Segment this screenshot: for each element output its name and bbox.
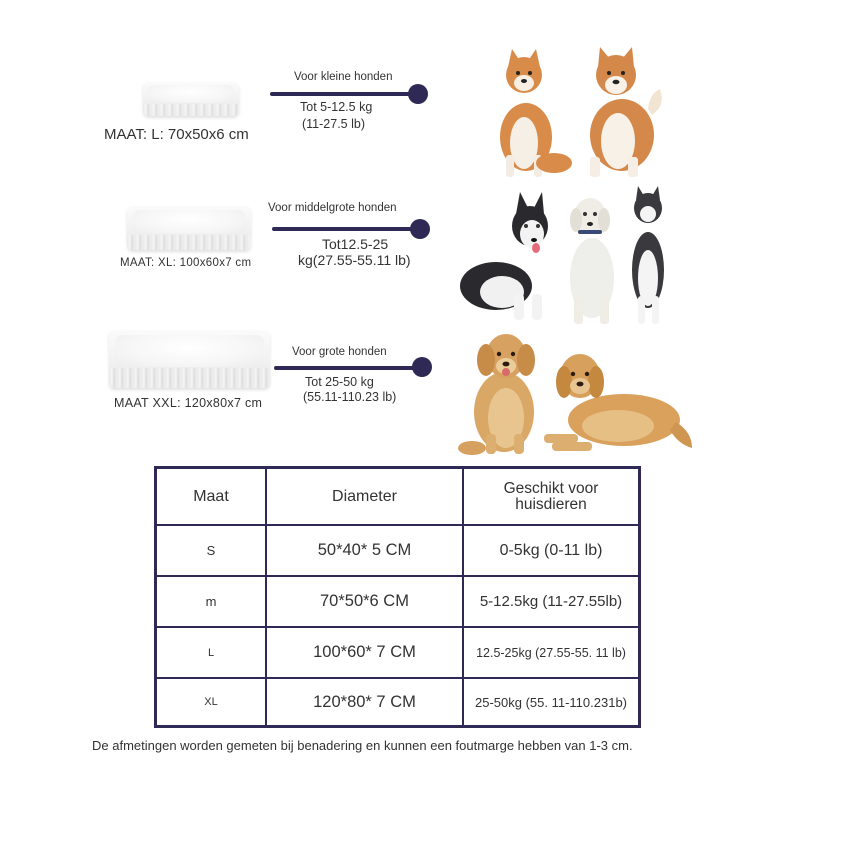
table-cell-pets: 12.5-25kg (27.55-55. 11 lb): [476, 645, 626, 660]
table-cell-size: S: [206, 543, 216, 558]
shiba-inu-image: [494, 45, 666, 180]
size-label-l: MAAT: L: 70x50x6 cm: [104, 126, 249, 143]
table-header-pets-line1: Geschikt voor: [503, 479, 599, 497]
weight-line1-medium: Tot12.5-25: [322, 236, 389, 252]
table-row-s-diameter: [267, 526, 462, 575]
table-row-xl-diameter: [267, 679, 462, 725]
weight-line2-small: (11-27.5 lb): [302, 117, 365, 131]
table-row-m-pets: [464, 577, 638, 626]
mattress-image-xl: [127, 206, 251, 250]
table-row-xl-size: [157, 679, 265, 725]
mattress-image-xxl: [109, 330, 270, 388]
table-row-l-size: [157, 628, 265, 677]
size-table: [154, 466, 641, 728]
for-label-small: Voor kleine honden: [294, 71, 393, 83]
table-header-diameter-label: Diameter: [332, 487, 397, 505]
weight-line2-large: (55.11-110.23 lb): [303, 390, 397, 404]
table-row-l-diameter: [267, 628, 462, 677]
weight-line1-small: Tot 5-12.5 kg: [300, 100, 373, 114]
connector-line-medium: [272, 227, 422, 231]
table-row-xl-pets: [464, 679, 638, 725]
for-label-large: Voor grote honden: [292, 346, 387, 358]
table-header-pets-line2: huisdieren: [515, 495, 587, 513]
table-cell-pets: 25-50kg (55. 11-110.231b): [474, 694, 627, 710]
weight-line1-large: Tot 25-50 kg: [305, 375, 374, 389]
table-cell-diameter: 50*40* 5 CM: [317, 541, 412, 559]
mattress-image-l: [143, 82, 239, 116]
connector-dot-large: [412, 357, 432, 377]
table-cell-diameter: 100*60* 7 CM: [313, 643, 416, 661]
table-header-maat: [157, 469, 265, 524]
table-header-pets: [464, 469, 638, 524]
size-label-xl: MAAT: XL: 100x60x7 cm: [120, 257, 252, 269]
connector-line-small: [270, 92, 420, 96]
golden-retriever-image: [448, 330, 694, 458]
connector-dot-medium: [410, 219, 430, 239]
table-cell-diameter: 120*80* 7 CM: [313, 692, 416, 711]
table-header-maat-label: Maat: [193, 487, 229, 505]
table-cell-pets: 0-5kg (0-11 lb): [499, 541, 603, 559]
table-row-m-diameter: [267, 577, 462, 626]
connector-line-large: [274, 366, 424, 370]
weight-line2-medium: kg(27.55-55.11 lb): [298, 252, 411, 268]
table-cell-size: L: [207, 646, 215, 659]
for-label-medium: Voor middelgrote honden: [268, 202, 397, 214]
size-label-xxl: MAAT XXL: 120x80x7 cm: [114, 396, 263, 410]
connector-dot-small: [408, 84, 428, 104]
table-header-diameter: [267, 469, 462, 524]
footnote: De afmetingen worden gemeten bij benadering en kunnen een foutmarge hebben van 1-3 cm.: [92, 738, 633, 753]
table-row-l-pets: [464, 628, 638, 677]
husky-labrador-image: [458, 186, 674, 328]
table-cell-pets: 5-12.5kg (11-27.55lb): [479, 593, 623, 610]
table-cell-size: XL: [204, 696, 218, 708]
table-cell-diameter: 70*50*6 CM: [320, 592, 409, 610]
table-row-s-size: [157, 526, 265, 575]
table-row-s-pets: [464, 526, 638, 575]
table-row-m-size: [157, 577, 265, 626]
table-cell-size: m: [205, 594, 217, 609]
